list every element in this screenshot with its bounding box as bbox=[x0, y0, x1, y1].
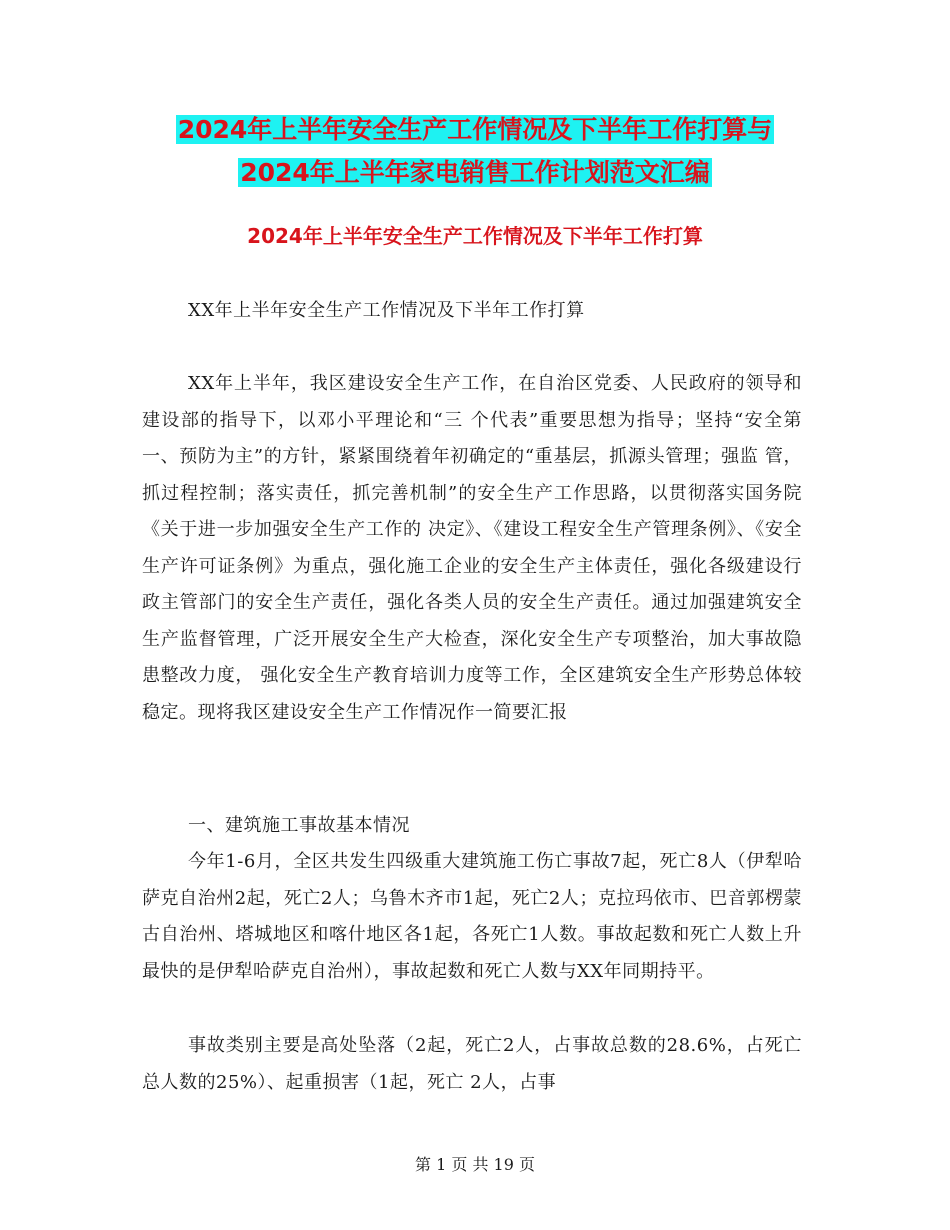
document-title-line-1 bbox=[0, 112, 950, 148]
document-title-text-1: 2024年上半年安全生产工作情况及下半年工作打算与 bbox=[177, 115, 773, 144]
document-title-text-2: 2024年上半年家电销售工作计划范文汇编 bbox=[240, 158, 710, 187]
subsection-heading: 一、建筑施工事故基本情况 bbox=[188, 815, 410, 836]
article-subtitle: XX年上半年安全生产工作情况及下半年工作打算 bbox=[188, 300, 585, 321]
body-paragraph-intro: XX年上半年，我区建设安全生产工作，在自治区党委、人民政府的领导和建设部的指导下，以邓小平理论和“三 个代表”重要思想为指导；坚持“安全第一、预防为主”的方针，紧紧围绕着年初确定的“重基层，抓源头管理；强监 管，抓过程控制；落实责任，抓完善机制”的安全生产工作思路，以贯彻落实国务院《关于进一步加强安全生产工作的 决定》、《建设工程安全生产管理条例》、《安全生产许可证条例》为重点，强化施工企业的安全生产主体责任，强化各级建设行政主管部门的安全生产责任，强化各类人员的安全生产责任。通过加强建筑安全生产监督管理，广泛开展安全生产大检查，深化安全生产专项整治，加大事故隐患整改力度， 强化安全生产教育培训力度等工作，全区建筑安全生产形势总体较稳定。现将我区建设安全生产工作情况作一简要汇报 bbox=[142, 373, 802, 723]
section-heading: 2024年上半年安全生产工作情况及下半年工作打算 bbox=[247, 224, 703, 248]
body-paragraph-accidents: 今年1-6月，全区共发生四级重大建筑施工伤亡事故7起，死亡8人（伊犁哈萨克自治州2起，死亡2人；乌鲁木齐市1起，死亡2人；克拉玛依市、巴音郭楞蒙古自治州、塔城地区和喀什地区各1起，各死亡1人数。事故起数和死亡人数上升最快的是伊犁哈萨克自治州），事故起数和死亡人数与XX年同期持平。 bbox=[142, 851, 802, 982]
page-number-footer: 第 1 页 共 19 页 bbox=[415, 1155, 535, 1174]
document-title-line-2 bbox=[0, 155, 950, 191]
body-paragraph-categories: 事故类别主要是高处坠落（2起，死亡2人，占事故总数的28.6%，占死亡总人数的25%）、起重损害（1起，死亡 2人，占事 bbox=[142, 1035, 802, 1093]
